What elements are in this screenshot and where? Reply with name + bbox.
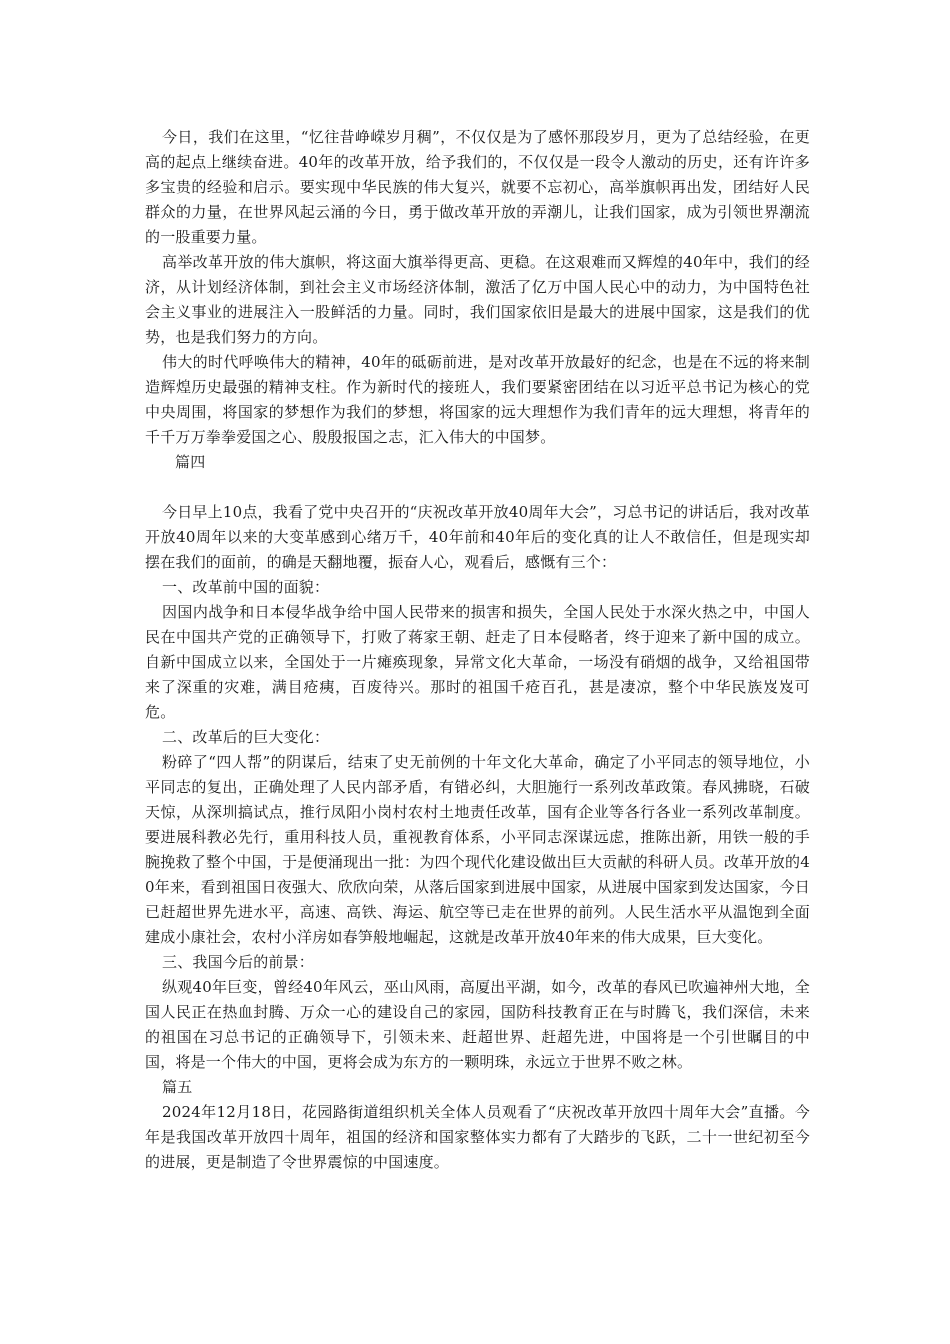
part-three-tail bbox=[145, 125, 810, 450]
part-four-heading-block bbox=[145, 450, 810, 475]
subsection-title: 一、改革前中国的面貌： bbox=[162, 578, 330, 596]
paragraph: 伟大的时代呼唤伟大的精神，40年的砥砺前进，是对改革开放最好的纪念，也是在不远的将来制造辉煌历史最强的精神支柱。作为新时代的接班人，我们要紧密团结在以习近平总书记为核心的党中央周围，将国家的梦想作为我们的梦想，将国家的远大理想作为我们青年的远大理想，将青年的千千万万拳拳爱国之心、殷殷报国之志，汇入伟大的中国梦。 bbox=[145, 353, 810, 446]
paragraph: 粉碎了“四人帮”的阴谋后，结束了史无前例的十年文化大革命，确定了小平同志的领导地位，小平同志的复出，正确处理了人民内部矛盾，有错必纠，大胆施行一系列改革政策。春风拂晓，石破天惊，从深圳搞试点，推行凤阳小岗村农村土地责任改革，国有企业等各行各业一系列改革制度。要进展科教必先行，重用科技人员，重视教育体系，小平同志深谋远虑，推陈出新，用铁一般的手腕挽救了整个中国，于是便涌现出一批：为四个现代化建设做出巨大贡献的科研人员。改革开放的40年来，看到祖国日夜强大、欣欣向荣，从落后国家到进展中国家，从进展中国家到发达国家，今日已赶超世界先进水平，高速、高铁、海运、航空等已走在世界的前列。人民生活水平从温饱到全面建成小康社会，农村小洋房如春笋般地崛起，这就是改革开放40年来的伟大成果，巨大变化。 bbox=[145, 753, 810, 946]
part-four bbox=[145, 500, 810, 1175]
subsection-title: 二、改革后的巨大变化： bbox=[162, 728, 330, 746]
paragraph: 纵观40年巨变，曾经40年风云，巫山风雨，高厦出平湖，如今，改革的春风已吹遍神州大地，全国人民正在热血封腾、万众一心的建设自己的家园，国防科技教育正在与时腾飞，我们深信，未来的祖国在习总书记的正确领导下，引领未来、赶超世界、赶超先进，中国将是一个引世瞩目的中国，将是一个伟大的中国，更将会成为东方的一颗明珠，永远立于世界不败之林。 bbox=[145, 978, 810, 1071]
paragraph: 高举改革开放的伟大旗帜，将这面大旗举得更高、更稳。在这艰难而又辉煌的40年中，我们的经济，从计划经济体制，到社会主义市场经济体制，激活了亿万中国人民心中的动力，为中国特色社会主义事业的进展注入一股鲜活的力量。同时，我们国家依旧是最大的进展中国家，这是我们的优势，也是我们努力的方向。 bbox=[145, 253, 810, 346]
paragraph: 今日早上10点，我看了党中央召开的“庆祝改革开放40周年大会”，习总书记的讲话后，我对改革开放40周年以来的大变革感到心绪万千，40年前和40年后的变化真的让人不敢信任，但是现实却摆在我们的面前，的确是天翻地覆，振奋人心，观看后，感慨有三个： bbox=[145, 503, 810, 571]
paragraph: 2024年12月18日，花园路街道组织机关全体人员观看了“庆祝改革开放四十周年大会”直播。今年是我国改革开放四十周年，祖国的经济和国家整体实力都有了大踏步的飞跃，二十一世纪初至今的进展，更是制造了令世界震惊的中国速度。 bbox=[145, 1103, 810, 1171]
subsection-title: 三、我国今后的前景： bbox=[162, 953, 315, 971]
section-heading-part-five: 篇五 bbox=[162, 1078, 193, 1096]
section-heading-part-four: 篇四 bbox=[175, 453, 206, 471]
paragraph: 因国内战争和日本侵华战争给中国人民带来的损害和损失，全国人民处于水深火热之中，中国人民在中国共产党的正确领导下，打败了蒋家王朝、赶走了日本侵略者，终于迎来了新中国的成立。自新中国成立以来，全国处于一片瘫痪现象，异常文化大革命，一场没有硝烟的战争，又给祖国带来了深重的灾难，满目疮痍，百废待兴。那时的祖国千疮百孔，甚是凄凉，整个中华民族岌岌可危。 bbox=[145, 603, 810, 721]
paragraph: 今日，我们在这里，“忆往昔峥嵘岁月稠”，不仅仅是为了感怀那段岁月，更为了总结经验，在更高的起点上继续奋进。40年的改革开放，给予我们的，不仅仅是一段令人激动的历史，还有许许多多宝贵的经验和启示。要实现中华民族的伟大复兴，就要不忘初心，高举旗帜再出发，团结好人民群众的力量，在世界风起云涌的今日，勇于做改革开放的弄潮儿，让我们国家，成为引领世界潮流的一股重要力量。 bbox=[145, 128, 810, 246]
